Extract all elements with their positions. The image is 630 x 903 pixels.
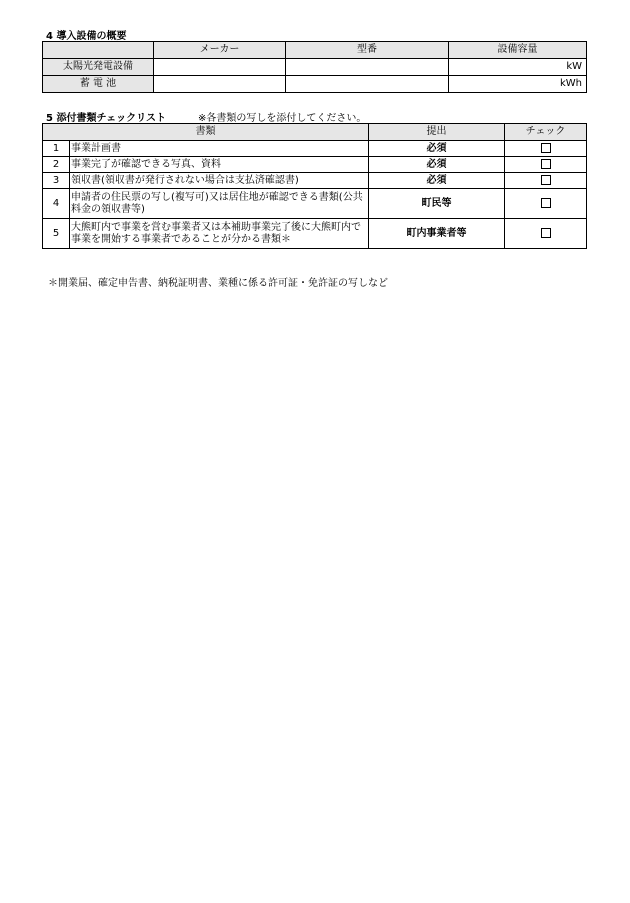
row-number: 1 — [43, 141, 70, 157]
header-maker: メーカー — [154, 42, 286, 59]
checkbox-icon[interactable] — [541, 198, 551, 208]
row-number: 4 — [43, 189, 70, 219]
checklist-row — [43, 173, 587, 189]
row-document: 領収書(領収書が発行されない場合は支払済確認書) — [70, 173, 369, 189]
row-submit: 必須 — [369, 173, 505, 189]
checkbox-cell — [505, 141, 587, 157]
row-submit: 必須 — [369, 141, 505, 157]
equipment-row-solar — [43, 59, 587, 76]
checkbox-icon[interactable] — [541, 143, 551, 153]
capacity-field-solar[interactable] — [449, 59, 587, 76]
checkbox-icon[interactable] — [541, 159, 551, 169]
header-model: 型番 — [286, 42, 449, 59]
checklist-header-row — [43, 124, 587, 141]
section5-heading — [46, 109, 366, 124]
maker-field-battery[interactable] — [154, 76, 286, 93]
checklist-row — [43, 157, 587, 173]
checkbox-cell — [505, 189, 587, 219]
row-document: 大熊町内で事業を営む事業者又は本補助事業完了後に大熊町内で事業を開始する事業者であることが分かる書類＊ — [70, 219, 369, 249]
capacity-field-battery[interactable] — [449, 76, 587, 93]
row-number: 2 — [43, 157, 70, 173]
row-document: 申請者の住民票の写し(複写可)又は居住地が確認できる書類(公共料金の領収書等) — [70, 189, 369, 219]
header-doc: 書類 — [43, 124, 369, 141]
row-number: 5 — [43, 219, 70, 249]
row-document: 事業計画書 — [70, 141, 369, 157]
model-field-solar[interactable] — [286, 59, 449, 76]
checkbox-cell — [505, 157, 587, 173]
checklist-row — [43, 189, 587, 219]
section4-title: 4 導入設備の概要 — [46, 31, 127, 42]
checkbox-icon[interactable] — [541, 175, 551, 185]
row-document: 事業完了が確認できる写真、資料 — [70, 157, 369, 173]
equipment-header-row — [43, 42, 587, 59]
header-submit: 提出 — [369, 124, 505, 141]
maker-field-solar[interactable] — [154, 59, 286, 76]
checklist-row — [43, 219, 587, 249]
header-capacity: 設備容量 — [449, 42, 587, 59]
row-label-solar: 太陽光発電設備 — [43, 59, 154, 76]
checkbox-cell — [505, 219, 587, 249]
capacity-unit-solar: kW — [566, 61, 582, 72]
capacity-unit-battery: kWh — [559, 78, 582, 89]
equipment-table — [42, 41, 587, 93]
model-field-battery[interactable] — [286, 76, 449, 93]
row-submit: 必須 — [369, 157, 505, 173]
row-label-battery: 蓄 電 池 — [43, 76, 154, 93]
row-number: 3 — [43, 173, 70, 189]
header-blank — [43, 42, 154, 59]
equipment-row-battery — [43, 76, 587, 93]
checklist-row — [43, 141, 587, 157]
checkbox-cell — [505, 173, 587, 189]
section5-title: 5 添付書類チェックリスト — [46, 113, 166, 124]
checklist-table — [42, 123, 587, 249]
row-submit: 町内事業者等 — [369, 219, 505, 249]
checkbox-icon[interactable] — [541, 228, 551, 238]
section5-note: ※各書類の写しを添付してください。 — [197, 113, 367, 124]
row-submit: 町民等 — [369, 189, 505, 219]
footnote: ＊開業届、確定申告書、納税証明書、業種に係る許可証・免許証の写しなど — [48, 278, 388, 289]
header-check: チェック — [505, 124, 587, 141]
